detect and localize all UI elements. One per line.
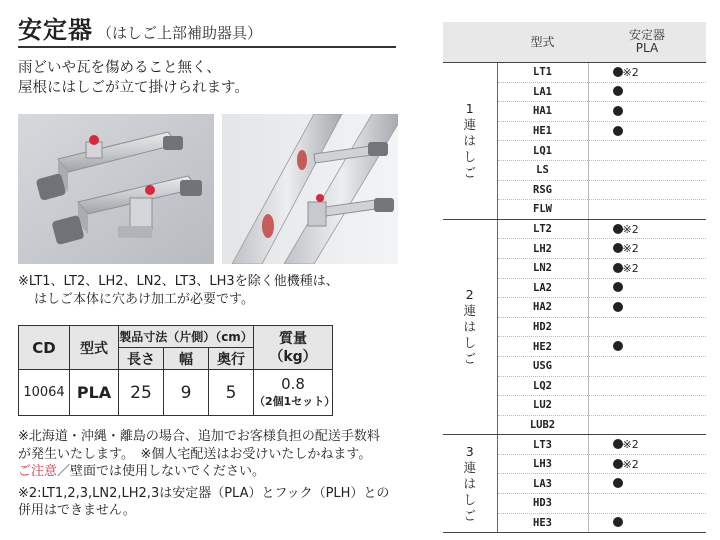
compat-cell	[588, 317, 706, 337]
compatible-dot-icon	[613, 224, 623, 234]
ladder-group-text: 2連はしご	[463, 287, 476, 367]
model-code: HD3	[497, 494, 588, 514]
model-code: LA3	[497, 474, 588, 494]
model-code: HA1	[497, 102, 588, 122]
compatible-dot-icon	[613, 439, 623, 449]
model-code: HE2	[497, 337, 588, 357]
title-underline	[18, 46, 396, 48]
compat-note-mark: ※2	[622, 65, 639, 79]
description-line-1: 雨どいや瓦を傷めること無く、	[18, 60, 221, 76]
combo-note-line-1: ※2:LT1,2,3,LN2,LH2,3は安定器（PLA）とフック（PLH）との	[18, 485, 390, 501]
compat-cell	[588, 219, 706, 239]
ladder-group-text: 3連はしご	[463, 443, 476, 523]
compat-cell	[588, 180, 706, 200]
model-code: LH2	[497, 239, 588, 259]
drilling-note-line-1: ※LT1、LT2、LH2、LN2、LT3、LH3を除く他機種は、	[18, 274, 339, 289]
caution-label: ご注意	[18, 464, 58, 479]
models-header-model: 型式	[497, 22, 588, 63]
model-code: LQ1	[497, 141, 588, 161]
compat-note-mark: ※2	[622, 222, 639, 236]
compat-cell	[588, 200, 706, 220]
drilling-note-line-2: はしご本体に穴あけ加工が必要です。	[34, 292, 254, 307]
compat-cell	[588, 160, 706, 180]
compatible-dot-icon	[613, 106, 623, 116]
compat-cell	[588, 356, 706, 376]
model-code: USG	[497, 356, 588, 376]
compat-note-mark: ※2	[622, 242, 639, 256]
title-main: 安定器	[18, 16, 93, 44]
spec-header-weight	[254, 326, 333, 370]
description-line-2: 屋根にはしごが立て掛けられます。	[18, 80, 249, 96]
model-code: LT3	[497, 435, 588, 455]
compat-cell	[588, 376, 706, 396]
compatible-dot-icon	[613, 263, 623, 273]
compat-cell	[588, 298, 706, 318]
compat-cell	[588, 513, 706, 533]
spec-weight	[254, 370, 336, 416]
title-sub: （はしご上部補助器具）	[97, 24, 263, 42]
spec-header-weight-unit: （kg）	[269, 348, 317, 365]
spec-weight-note: （2個1セット）	[254, 394, 336, 408]
model-code: HD2	[497, 317, 588, 337]
spec-length: 25	[119, 370, 164, 416]
shipping-note-line-1: ※北海道・沖縄・離島の場合、追加でお客様負担の配送手数料	[18, 429, 380, 444]
model-code: FLW	[497, 200, 588, 220]
caution-text: ／壁面では使用しないでください。	[57, 464, 266, 479]
compat-note-mark: ※2	[622, 457, 639, 471]
compat-cell	[588, 121, 706, 141]
compat-cell	[588, 63, 706, 83]
model-code: LA2	[497, 278, 588, 298]
spec-header-length: 長さ	[119, 348, 164, 370]
compatibility-table	[443, 22, 706, 533]
model-code: LS	[497, 160, 588, 180]
spec-header-cd: CD	[19, 326, 70, 370]
model-code: LA1	[497, 82, 588, 102]
model-code: LT2	[497, 219, 588, 239]
model-code: HA2	[497, 298, 588, 318]
compat-cell	[588, 494, 706, 514]
compatible-dot-icon	[613, 282, 623, 292]
compat-cell	[588, 278, 706, 298]
combo-note-line-2: 併用はできません。	[18, 503, 136, 518]
shipping-note-line-2: が発生いたします。 ※個人宅配送はお受けいたしかねます。	[18, 446, 372, 462]
spec-table	[18, 325, 336, 416]
compatible-dot-icon	[613, 459, 623, 469]
model-code: HE1	[497, 121, 588, 141]
spec-header-weight-label: 質量	[279, 330, 307, 347]
model-code: LQ2	[497, 376, 588, 396]
ladder-group-label	[443, 219, 497, 435]
compatible-dot-icon	[613, 243, 623, 253]
spec-header-depth: 奥行	[209, 348, 254, 370]
spec-width: 9	[164, 370, 209, 416]
ladder-group-text: 1連はしご	[463, 100, 476, 180]
compat-cell	[588, 239, 706, 259]
compat-cell	[588, 454, 706, 474]
spec-header-width: 幅	[164, 348, 209, 370]
product-photo-mounted	[222, 114, 398, 264]
shipping-notes	[18, 428, 418, 520]
ladder-group-label	[443, 435, 497, 533]
spec-model: PLA	[70, 370, 119, 416]
model-code: LUB2	[497, 415, 588, 435]
compat-cell	[588, 474, 706, 494]
spec-weight-value: 0.8	[281, 374, 305, 393]
spec-header-dims: 製品寸法（片側）（cm）	[119, 326, 254, 348]
caution-line	[18, 463, 418, 481]
model-row	[443, 63, 706, 83]
ladder-group-label	[443, 63, 497, 220]
compat-note-mark: ※2	[622, 438, 639, 452]
product-photo-pair	[18, 114, 214, 264]
model-code: HE3	[497, 513, 588, 533]
compatible-dot-icon	[613, 302, 623, 312]
compatible-dot-icon	[613, 517, 623, 527]
compatible-dot-icon	[613, 341, 623, 351]
model-row	[443, 435, 706, 455]
spec-header-model: 型式	[70, 326, 119, 370]
models-header-blank	[443, 22, 497, 63]
models-header-compat-line-1: 安定器	[628, 28, 665, 42]
compat-cell	[588, 396, 706, 416]
drilling-note	[18, 273, 403, 309]
page-title	[18, 10, 398, 44]
compat-note-mark: ※2	[622, 261, 639, 275]
compat-cell	[588, 82, 706, 102]
compat-cell	[588, 415, 706, 435]
compatibility-panel	[443, 22, 706, 533]
compat-cell	[588, 141, 706, 161]
model-code: LT1	[497, 63, 588, 83]
model-row	[443, 219, 706, 239]
compat-cell	[588, 337, 706, 357]
compatible-dot-icon	[613, 67, 623, 77]
model-code: LH3	[497, 454, 588, 474]
models-header-compat	[588, 22, 706, 63]
models-header-compat-line-2: PLA	[635, 41, 659, 55]
spec-cd: 10064	[19, 370, 70, 416]
compatible-dot-icon	[613, 86, 623, 96]
compat-cell	[588, 102, 706, 122]
compat-cell	[588, 258, 706, 278]
model-code: RSG	[497, 180, 588, 200]
model-code: LN2	[497, 258, 588, 278]
description	[18, 58, 398, 98]
model-code: LU2	[497, 396, 588, 416]
compat-cell	[588, 435, 706, 455]
compatible-dot-icon	[613, 126, 623, 136]
spec-depth: 5	[209, 370, 254, 416]
compatible-dot-icon	[613, 478, 623, 488]
